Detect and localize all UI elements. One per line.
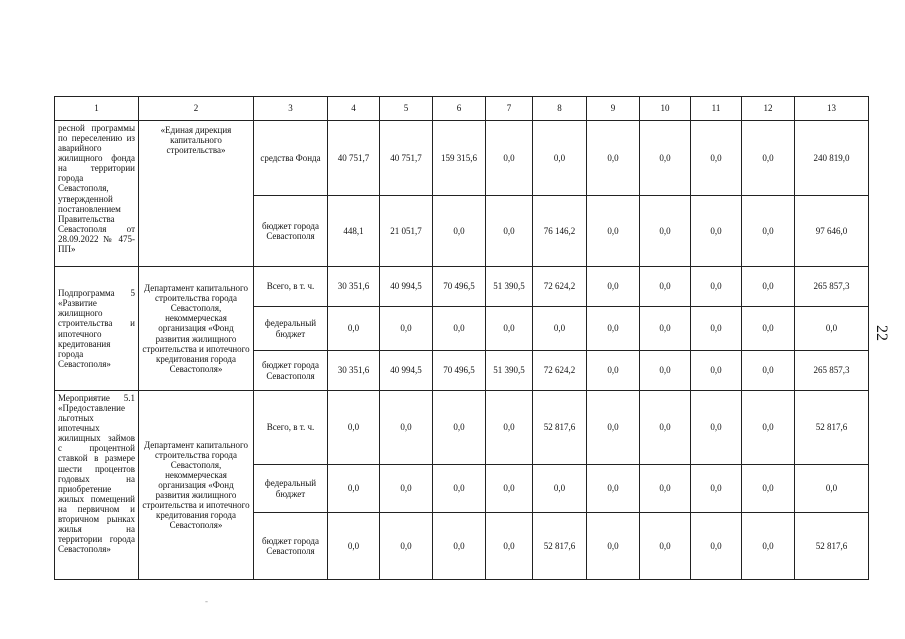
value-cell: 52 817,6 — [533, 513, 587, 580]
value-cell: 51 390,5 — [486, 267, 533, 307]
value-cell: 0,0 — [587, 267, 640, 307]
funding-source-cell: федеральный бюджет — [254, 465, 328, 513]
value-cell: 40 751,7 — [328, 121, 380, 196]
value-cell: 265 857,3 — [795, 351, 869, 391]
value-cell: 0,0 — [587, 391, 640, 465]
value-cell: 40 994,5 — [380, 351, 433, 391]
value-cell: 0,0 — [587, 121, 640, 196]
program-name-cell: Мероприятие 5.1 «Предоставление льготных ипотечных жилищных займов с процентной ставкой в размере шести процентов годовых на приобретение жилых помещений на первичном и вторичном рынках жилья на территории города Севастополя» — [55, 391, 139, 580]
header-row — [55, 97, 869, 121]
value-cell: 448,1 — [328, 196, 380, 267]
header-cell: 9 — [587, 97, 640, 121]
header-cell: 12 — [742, 97, 795, 121]
value-cell: 159 315,6 — [433, 121, 486, 196]
table-row — [55, 121, 869, 196]
value-cell: 0,0 — [328, 391, 380, 465]
value-cell: 0,0 — [742, 196, 795, 267]
value-cell: 21 051,7 — [380, 196, 433, 267]
value-cell: 40 994,5 — [380, 267, 433, 307]
funding-source-cell: Всего, в т. ч. — [254, 391, 328, 465]
value-cell: 0,0 — [640, 307, 691, 351]
executor-cell: Департамент капитального строительства города Севастополя, некоммерческая организация «Фонд развития жилищного строительства и ипотечного кредитования города Севастополя» — [139, 267, 254, 391]
header-cell: 11 — [691, 97, 742, 121]
header-cell: 10 — [640, 97, 691, 121]
value-cell: 51 390,5 — [486, 351, 533, 391]
funding-source-cell: бюджет города Севастополя — [254, 351, 328, 391]
value-cell: 0,0 — [486, 196, 533, 267]
value-cell: 0,0 — [742, 465, 795, 513]
value-cell: 0,0 — [640, 391, 691, 465]
value-cell: 76 146,2 — [533, 196, 587, 267]
value-cell: 0,0 — [742, 267, 795, 307]
value-cell: 0,0 — [640, 121, 691, 196]
value-cell: 70 496,5 — [433, 267, 486, 307]
executor-cell: Департамент капитального строительства города Севастополя, некоммерческая организация «Фонд развития жилищного строительства и ипотечного кредитования города Севастополя» — [139, 391, 254, 580]
value-cell: 0,0 — [742, 513, 795, 580]
value-cell: 0,0 — [691, 351, 742, 391]
header-cell: 2 — [139, 97, 254, 121]
value-cell: 0,0 — [795, 307, 869, 351]
value-cell: 0,0 — [587, 465, 640, 513]
value-cell: 0,0 — [486, 513, 533, 580]
value-cell: 0,0 — [742, 351, 795, 391]
table-row — [55, 267, 869, 307]
header-cell: 6 — [433, 97, 486, 121]
value-cell: 70 496,5 — [433, 351, 486, 391]
value-cell: 72 624,2 — [533, 267, 587, 307]
value-cell: 52 817,6 — [795, 391, 869, 465]
value-cell: 52 817,6 — [795, 513, 869, 580]
value-cell: 0,0 — [486, 121, 533, 196]
value-cell: 0,0 — [691, 465, 742, 513]
value-cell: 72 624,2 — [533, 351, 587, 391]
value-cell: 0,0 — [328, 307, 380, 351]
value-cell: 0,0 — [433, 196, 486, 267]
funding-source-cell: Всего, в т. ч. — [254, 267, 328, 307]
value-cell: 0,0 — [691, 121, 742, 196]
value-cell: 97 646,0 — [795, 196, 869, 267]
header-cell: 3 — [254, 97, 328, 121]
footer-mark: - — [205, 596, 208, 606]
value-cell: 0,0 — [691, 196, 742, 267]
value-cell: 0,0 — [433, 513, 486, 580]
value-cell: 0,0 — [691, 391, 742, 465]
value-cell: 0,0 — [380, 391, 433, 465]
table-row — [55, 391, 869, 465]
value-cell: 0,0 — [640, 465, 691, 513]
value-cell: 0,0 — [533, 121, 587, 196]
value-cell: 0,0 — [533, 465, 587, 513]
value-cell: 0,0 — [640, 351, 691, 391]
funding-source-cell: бюджет города Севастополя — [254, 513, 328, 580]
budget-table — [54, 96, 869, 580]
value-cell: 240 819,0 — [795, 121, 869, 196]
value-cell: 0,0 — [380, 307, 433, 351]
value-cell: 0,0 — [742, 307, 795, 351]
value-cell: 0,0 — [795, 465, 869, 513]
funding-source-cell: средства Фонда — [254, 121, 328, 196]
header-cell: 4 — [328, 97, 380, 121]
header-cell: 5 — [380, 97, 433, 121]
value-cell: 0,0 — [691, 267, 742, 307]
value-cell: 52 817,6 — [533, 391, 587, 465]
value-cell: 0,0 — [587, 307, 640, 351]
value-cell: 0,0 — [433, 307, 486, 351]
value-cell: 0,0 — [433, 391, 486, 465]
table-body — [55, 97, 869, 580]
value-cell: 0,0 — [328, 465, 380, 513]
value-cell: 30 351,6 — [328, 267, 380, 307]
value-cell: 0,0 — [742, 391, 795, 465]
value-cell: 0,0 — [742, 121, 795, 196]
value-cell: 0,0 — [486, 465, 533, 513]
value-cell: 265 857,3 — [795, 267, 869, 307]
value-cell: 0,0 — [587, 351, 640, 391]
value-cell: 0,0 — [640, 513, 691, 580]
header-cell: 13 — [795, 97, 869, 121]
program-name-cell: Подпрограмма 5 «Развитие жилищного строительства и ипотечного кредитования города Севастополя» — [55, 267, 139, 391]
value-cell: 0,0 — [486, 391, 533, 465]
value-cell: 0,0 — [380, 465, 433, 513]
header-cell: 8 — [533, 97, 587, 121]
value-cell: 0,0 — [433, 465, 486, 513]
value-cell: 0,0 — [486, 307, 533, 351]
value-cell: 0,0 — [691, 307, 742, 351]
value-cell: 0,0 — [640, 267, 691, 307]
program-name-cell: ресной программы по переселению из аварийного жилищного фонда на территории города Севастополя, утвержденной постановлением Правительства Севастополя от 28.09.2022 № 475-ПП» — [55, 121, 139, 267]
value-cell: 30 351,6 — [328, 351, 380, 391]
funding-source-cell: федеральный бюджет — [254, 307, 328, 351]
value-cell: 0,0 — [533, 307, 587, 351]
value-cell: 0,0 — [691, 513, 742, 580]
value-cell: 40 751,7 — [380, 121, 433, 196]
value-cell: 0,0 — [380, 513, 433, 580]
value-cell: 0,0 — [328, 513, 380, 580]
page-number: 22 — [873, 325, 890, 341]
funding-source-cell: бюджет города Севастополя — [254, 196, 328, 267]
value-cell: 0,0 — [640, 196, 691, 267]
executor-cell: «Единая дирекция капитального строительства» — [139, 121, 254, 267]
value-cell: 0,0 — [587, 513, 640, 580]
header-cell: 1 — [55, 97, 139, 121]
header-cell: 7 — [486, 97, 533, 121]
value-cell: 0,0 — [587, 196, 640, 267]
